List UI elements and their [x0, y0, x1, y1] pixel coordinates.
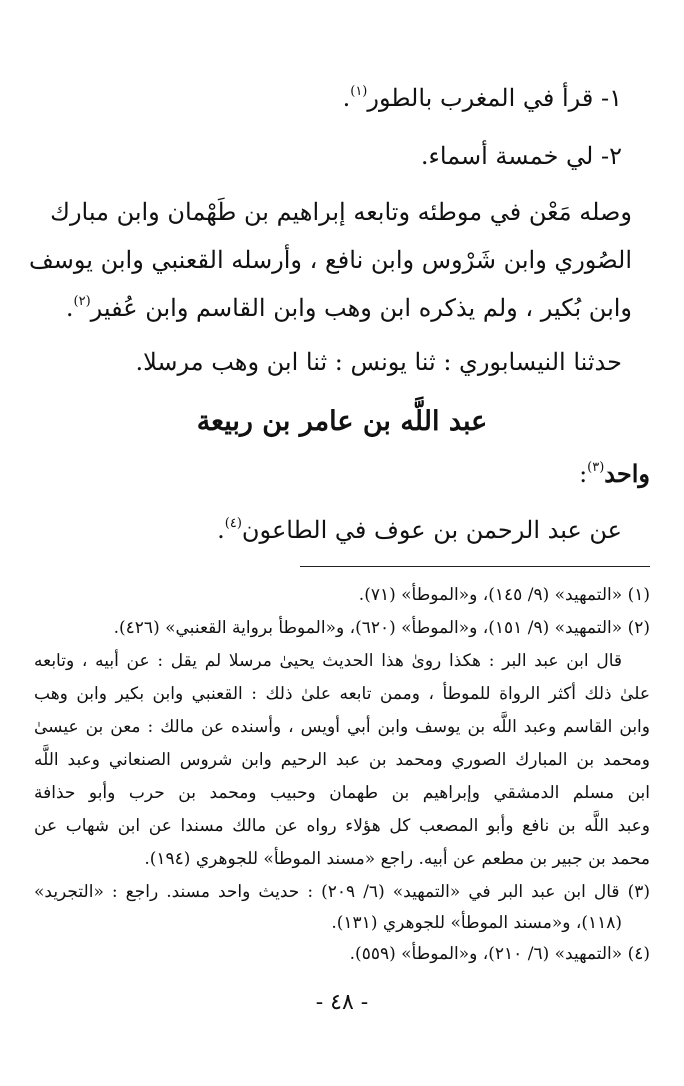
page-number: - ٤٨ - — [315, 990, 369, 1015]
body-paragraph-line: الصُوري وابن شَرْوس وابن نافع ، وأرسله القعنبي وابن يوسف — [28, 246, 632, 274]
footnote-text-line: ومحمد بن المبارك الصوري ومحمد بن عبد الرحيم وابن شروس الصنعاني وعبد اللَّه — [34, 750, 650, 770]
footnote-text-line: (١١٨)، و«مسند الموطأ» للجوهري (١٣١). — [331, 913, 622, 933]
wahid-label: واحد$^{(٣)}$: — [579, 459, 650, 488]
body-paragraph-line: وابن بُكير ، ولم يذكره ابن وهب وابن القاسم وابن عُفير$^{(٢)}$. — [65, 294, 632, 322]
body-paragraph-line: وصله مَعْن في موطئه وتابعه إبراهيم بن طَهْمان وابن مبارك — [50, 198, 632, 226]
footnote-ref: (٤) — [224, 516, 242, 531]
footnote-ref: (٣) — [587, 460, 605, 475]
footnote-ref: (١) — [350, 84, 368, 99]
numbered-item-1: ١- قرأ في المغرب بالطور$^{(١)}$. — [342, 84, 622, 112]
numbered-item-2: ٢- لي خمسة أسماء. — [420, 142, 622, 170]
footnote-text-line: قال ابن عبد البر : هكذا روىٰ هذا الحديث يحيىٰ مرسلا لم يقل : عن أبيه ، وتابعه — [34, 651, 622, 671]
footnote-text-line: وعبد اللَّه بن نافع وأبو المصعب كل هؤلاء رواه عن مالك مسندا عن ابن شهاب عن — [34, 816, 650, 836]
section-heading: عبد اللَّه بن عامر بن ربيعة — [196, 406, 488, 437]
footnote-text-line: وابن القاسم وعبد اللَّه بن يوسف وابن أبي أويس ، وأسنده عن مالك : معن بن عيسىٰ — [34, 717, 650, 737]
footnote-text-line: محمد بن جبير بن مطعم عن أبيه. راجع «مسند الموطأ» للجوهري (١٩٤). — [144, 849, 650, 869]
footnote-3: (٣) قال ابن عبد البر في «التمهيد» (٦/ ٢٠٩) : حديث واحد مسند. راجع : «التجريد» — [34, 882, 650, 902]
hadith-line: عن عبد الرحمن بن عوف في الطاعون$^{(٤)}$. — [217, 516, 622, 544]
item-text: ١- قرأ في المغرب بالطور — [367, 84, 622, 112]
footnote-ref: (٢) — [73, 294, 91, 309]
footnote-2: (٢) «التمهيد» (٩/ ١٥١)، و«الموطأ» (٦٢٠)، و«الموطأ برواية القعنبي» (٤٢٦). — [113, 618, 650, 638]
footnote-text-line: علىٰ ذلك أكثر الرواة للموطأ ، وممن تابعه علىٰ ذلك : القعنبي وابن بكير وابن وهب — [34, 684, 650, 704]
footnote-separator — [300, 566, 650, 567]
footnote-4: (٤) «التمهيد» (٦/ ٢١٠)، و«الموطأ» (٥٥٩). — [349, 944, 650, 964]
footnote-text-line: ابن مسلم الدمشقي وإبراهيم بن طهمان وحبيب ومحمد بن حرب وأبو حذافة — [34, 783, 650, 803]
footnote-1: (١) «التمهيد» (٩/ ١٤٥)، و«الموطأ» (٧١). — [358, 585, 650, 605]
isnad-chain: حدثنا النيسابوري : ثنا يونس : ثنا ابن وهب مرسلا. — [135, 348, 622, 376]
